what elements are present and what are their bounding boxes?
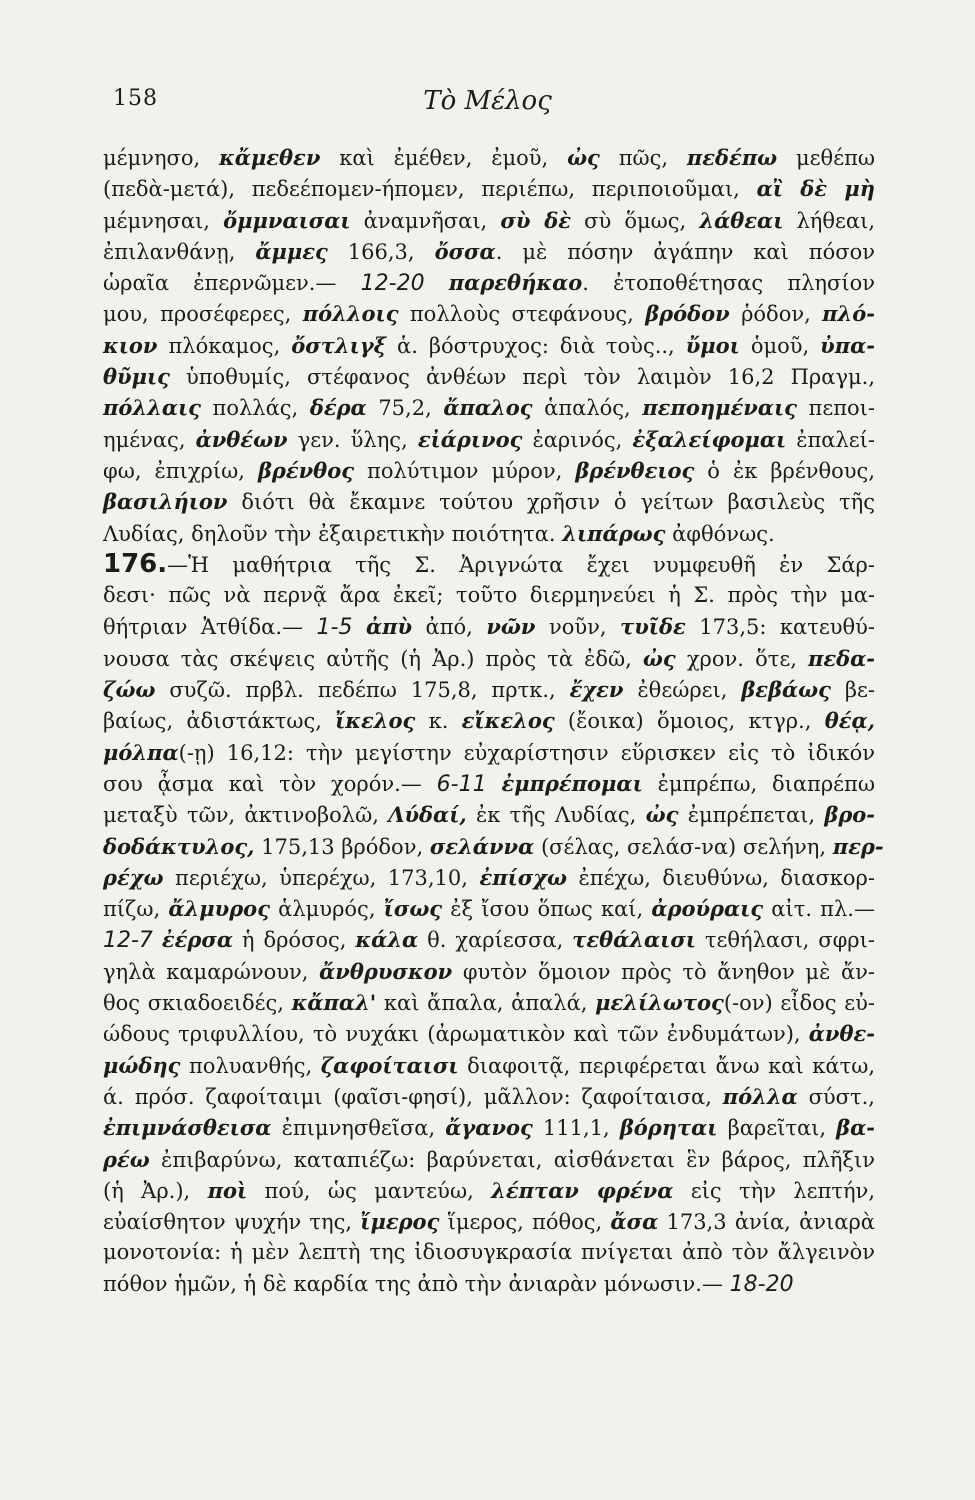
text-line: [103, 549, 875, 580]
commentary-text: [103, 142, 884, 1300]
text-run: (σέλας, σελάσ-να) σελήνη,: [534, 834, 833, 859]
headword: ἄγανος: [445, 1115, 533, 1141]
headword: πόλλοις: [302, 301, 399, 327]
text-run: θ. χαρίεσσα,: [418, 928, 573, 953]
text-line: [103, 1112, 875, 1143]
text-run: βε-: [830, 678, 875, 703]
headword: ἄμμες: [255, 238, 328, 264]
text-line: [103, 455, 875, 486]
headword: νῶν: [486, 614, 536, 640]
text-run: εὐαίσθητον ψυχήν της,: [103, 1210, 361, 1235]
headword: ἄσα: [610, 1209, 659, 1235]
text-run: 75,2,: [366, 396, 444, 421]
headword: ὠς: [642, 645, 676, 671]
text-run: ὁ ἐκ βρένθους,: [694, 458, 875, 483]
headword: βασιλήιον: [103, 489, 228, 515]
text-line: [103, 1050, 875, 1081]
text-line: [103, 486, 875, 517]
headword: δοδάκτυλος,: [103, 833, 255, 859]
headword: λέπταν φρένα: [491, 1177, 674, 1203]
verse-reference: 12-7: [103, 928, 153, 954]
headword: ἔχεν: [569, 677, 624, 703]
headword: κἄμεθεν: [219, 145, 321, 170]
headword: βρόδον: [645, 301, 730, 327]
headword: ἀνθε-: [808, 1021, 875, 1047]
text-run: Λυδίας, δηλοῦν τὴν ἐξαιρετικὴν ποιότητα.: [103, 521, 563, 546]
headword: βρένθος: [257, 457, 354, 483]
headword: ἄπαλος: [443, 395, 533, 421]
text-run: σου ᾆσμα καὶ τὸν χορόν.—: [103, 771, 437, 796]
headword: ἀπὺ: [365, 614, 413, 640]
text-run: συζῶ. πρβλ. πεδέπω 175,8, πρτκ.,: [155, 678, 570, 703]
text-run: πολυανθής,: [180, 1053, 321, 1078]
text-line: [103, 361, 875, 392]
headword: βεβάως: [741, 677, 831, 703]
text-run: ἐαρινός,: [522, 427, 633, 452]
text-run: (πεδὰ-μετά), πεδεέπομεν-ήπομεν, περιέπω, περιποιοῦμαι,: [103, 177, 757, 202]
headword: βα-: [836, 1115, 875, 1141]
text-run: γηλὰ καμαρώνουν,: [103, 959, 320, 984]
headword: δέρα: [309, 395, 367, 421]
headword: μόλπα: [103, 739, 179, 765]
headword: ρέχω: [103, 864, 164, 890]
text-run: χρον. ὅτε,: [675, 646, 808, 671]
text-line: [103, 987, 875, 1018]
text-run: ἐπέχω, διευθύνω, διασκορ-: [567, 865, 876, 890]
headword: ἀρούραις: [651, 896, 764, 922]
headword: λιπάρως: [562, 520, 666, 546]
text-run: 175,13 βρόδον,: [254, 834, 430, 859]
text-line: [103, 392, 875, 423]
headword: ζώω: [103, 677, 156, 703]
text-run: ἀπό,: [412, 615, 487, 640]
verse-reference: 18-20: [729, 1271, 794, 1297]
text-run: ἐμπρέπω, διαπρέπω: [642, 771, 875, 796]
text-run: εἰς τὴν λεπτήν,: [673, 1178, 875, 1203]
headword: κἄπαλ': [291, 990, 377, 1016]
headword: Λύδαί,: [388, 802, 467, 828]
headword: θέᾳ,: [824, 708, 875, 734]
text-run: . μὲ πόσην ἀγάπην καὶ πόσον: [495, 239, 875, 264]
headword: ἄνθρυσκον: [319, 958, 453, 984]
text-line: [103, 424, 875, 455]
text-run: φω, ἐπιχρίω,: [103, 458, 258, 483]
running-title: Τὸ Μέλος: [423, 86, 552, 116]
text-line: [103, 768, 875, 799]
text-line: [103, 1269, 875, 1300]
headword: ὄσσα: [434, 238, 496, 264]
text-run: λήθεαι,: [783, 208, 876, 233]
text-line: [103, 298, 875, 329]
text-run: πολλάς,: [200, 396, 310, 421]
headword: ποὶ: [207, 1177, 248, 1203]
text-run: [425, 271, 449, 295]
headword: ἴκελος: [335, 708, 416, 734]
text-line: [103, 1237, 875, 1268]
headword: πόλλαις: [103, 395, 201, 421]
headword: σὺ δὲ: [500, 207, 571, 233]
text-line: [103, 1206, 875, 1237]
headword: θῦμις: [103, 364, 170, 390]
text-run: ῥόδον,: [729, 302, 823, 327]
text-run: νουσα τὰς σκέψεις αὐτῆς (ἡ Ἀρ.) πρὸς τὰ ἐδῶ,: [103, 646, 643, 671]
text-line: [103, 330, 875, 361]
text-line: [103, 173, 875, 204]
text-line: [103, 643, 875, 674]
headword: ὄστλιγξ: [291, 332, 387, 358]
text-line: [103, 674, 875, 705]
text-run: 166,3,: [327, 239, 435, 264]
text-run: θος σκιαδοειδές,: [103, 991, 292, 1016]
text-run: ἁ. βόστρυχος: διὰ τοὺς..,: [386, 333, 686, 358]
headword: αἲ δὲ μὴ: [756, 176, 876, 202]
text-run: ἐπιμνησθεῖσα,: [271, 1116, 446, 1141]
text-run: . ἐτοποθέτησας πλησίον: [582, 271, 875, 296]
headword: ὔμοι: [685, 332, 740, 358]
headword: βρένθειος: [575, 457, 695, 483]
text-line: [103, 831, 884, 862]
verse-reference: 1-5: [316, 615, 353, 641]
text-run: δεσι· πῶς νὰ περνᾷ ἄρα ἐκεῖ; τοῦτο διερμηνεύει ἡ Σ. πρὸς τὴν μα-: [103, 583, 875, 608]
text-run: 173,3 ἀνία, ἀνιαρὰ: [658, 1210, 875, 1235]
text-run: τεθήλασι, σφρι-: [695, 928, 875, 953]
text-run: πού, ὡς μαντεύω,: [247, 1178, 492, 1203]
headword: εἴκελος: [461, 708, 555, 734]
text-run: καὶ ἐμέθεν, ἐμοῦ,: [320, 146, 568, 170]
text-run: μέμνησαι,: [103, 208, 224, 233]
text-run: ἐθεώρει,: [623, 678, 742, 703]
headword: περ-: [832, 833, 884, 859]
text-run: ὁμοῦ,: [739, 333, 821, 358]
text-run: νοῦν,: [535, 615, 621, 640]
text-run: βαίως, ἀδιστάκτως,: [103, 709, 336, 734]
text-run: ημένας,: [103, 427, 196, 452]
text-run: διότι θὰ ἔκαμνε τούτου χρῆσιν ὁ γείτων βασιλεὺς τῆς: [227, 490, 875, 515]
text-run: ἵμερος, πόθος,: [439, 1210, 611, 1235]
text-line: [103, 924, 875, 955]
headword: πεποημέναις: [642, 395, 797, 421]
text-line: [103, 1081, 875, 1112]
text-run: σὺ ὅμως,: [571, 208, 700, 233]
text-line: [103, 956, 875, 987]
text-run: πλόκαμος,: [157, 333, 292, 358]
headword: ὠς: [645, 802, 679, 828]
headword: ζαφοίταισι: [320, 1052, 459, 1078]
headword: πεδα-: [807, 645, 876, 671]
text-run: ἐπαλεί-: [786, 427, 875, 452]
text-line: [103, 862, 875, 893]
text-run: ἁλμυρός,: [269, 897, 384, 922]
headword: κάλα: [355, 927, 419, 953]
text-run: (ἡ Ἀρ.),: [103, 1178, 208, 1203]
text-run: 111,1,: [532, 1116, 620, 1141]
text-run: [352, 615, 366, 639]
headword: πλό-: [822, 301, 875, 327]
text-run: περιέχω, ὑπερέχω, 173,10,: [163, 865, 480, 890]
text-run: ἡ δρόσος,: [233, 928, 356, 953]
headword: ἄλμυρος: [168, 896, 270, 922]
text-run: πῶς,: [599, 146, 687, 170]
text-run: θήτριαν Ἀτθίδα.—: [103, 615, 317, 640]
text-run: γεν. ὕλης,: [287, 427, 418, 452]
headword: λάθεαι: [699, 207, 784, 233]
headword: βόρηται: [619, 1115, 718, 1141]
text-run: πολλοὺς στεφάνους,: [398, 302, 646, 327]
text-run: (ἔοικα) ὅμοιος, κτγρ.,: [554, 709, 825, 734]
text-run: 173,5: κατευθύ-: [685, 615, 876, 640]
text-run: σύστ.,: [797, 1084, 875, 1109]
headword: ἴμερος: [360, 1209, 440, 1235]
page-header: [0, 86, 975, 126]
text-line: [103, 518, 875, 549]
text-run: κ.: [415, 709, 462, 734]
headword: εἰάρινος: [417, 426, 523, 452]
page-number: 158: [113, 86, 158, 111]
text-run: ὡραῖα ἐπερνῶμεν.—: [103, 271, 361, 296]
text-line: [103, 267, 875, 298]
headword: πόλλα: [722, 1083, 798, 1109]
headword: τυῖδε: [620, 614, 686, 640]
text-run: ώδους τριφυλλίου, τὸ νυχάκι (ἀρωματικὸν καὶ τῶν ἐνδυμάτων),: [103, 1022, 809, 1047]
headword: ὄμμναισαι: [223, 207, 351, 233]
text-line: [103, 236, 875, 267]
text-run: ἐξ ἴσου ὅπως καί,: [442, 897, 652, 922]
text-run: ἀναμνῆσαι,: [350, 208, 501, 233]
text-run: ἐμπρέπεται,: [678, 803, 825, 828]
text-run: ἐπιλανθάνῃ,: [103, 239, 256, 264]
text-line: [103, 1175, 875, 1206]
headword: βρο-: [824, 802, 876, 828]
text-line: [103, 1018, 875, 1049]
text-run: μου, προσέφερες,: [103, 302, 303, 327]
text-run: πολύτιμον μύρον,: [354, 458, 576, 483]
text-run: μεθέπω: [777, 146, 875, 170]
headword: ἐέρσα: [161, 927, 234, 953]
text-line: [103, 205, 875, 236]
text-run: αἰτ. πλ.—: [763, 897, 875, 922]
headword: σελάννα: [429, 833, 535, 859]
text-line: [103, 142, 875, 173]
text-run: ά. πρόσ. ζαφοίταιμι (φαῖσι-φησί), μᾶλλον: ζαφοίταισα,: [103, 1084, 723, 1109]
text-run: καὶ ἄπαλα, ἁπαλά,: [376, 991, 596, 1016]
text-run: φυτὸν ὅμοιον πρὸς τὸ ἄνηθον μὲ ἄν-: [452, 959, 876, 984]
headword: ἀνθέων: [195, 426, 288, 452]
text-run: (-ῃ) 16,12: τὴν μεγίστην εὐχαρίστησιν εὕρισκεν εἰς τὸ ἰδικόν: [178, 740, 875, 765]
text-run: πεποι-: [796, 396, 875, 421]
text-run: βαρεῖται,: [717, 1116, 837, 1141]
headword: ὐπα-: [820, 332, 875, 358]
headword: ἴσως: [383, 896, 443, 922]
text-run: μονοτονία: ἡ μὲν λεπτὴ της ἰδιοσυγκρασία πνίγεται ἀπὸ τὸν ἄλγεινὸν: [103, 1240, 875, 1265]
text-run: (-ον) εἶδος εὐ-: [723, 991, 875, 1016]
text-run: πίζω,: [103, 897, 169, 922]
headword: μελίλωτος: [595, 990, 724, 1016]
text-run: ἐκ τῆς Λυδίας,: [466, 803, 646, 828]
headword: ρέω: [103, 1146, 150, 1172]
text-run: διαφοιτᾷ, περιφέρεται ἄνω καὶ κάτω,: [458, 1053, 875, 1078]
headword: μώδης: [103, 1052, 181, 1078]
section-number: 176.: [103, 548, 168, 579]
text-run: [487, 772, 502, 796]
text-line: [103, 737, 875, 768]
text-run: μέμνησο,: [103, 146, 220, 170]
text-run: —Ἡ μαθήτρια τῆς Σ. Ἀριγνώτα ἔχει νυμφευθῆ ἐν Σάρ-: [167, 552, 875, 577]
headword: ἐξαλείφομαι: [632, 426, 787, 452]
text-run: μεταξὺ τῶν, ἀκτινοβολῶ,: [103, 803, 389, 828]
verse-reference: 12-20: [360, 271, 425, 297]
text-run: [153, 928, 162, 952]
text-line: [103, 799, 875, 830]
headword: ἐπίσχω: [479, 864, 568, 890]
headword: ἐμπρέπομαι: [501, 770, 643, 796]
headword: κιον: [103, 332, 158, 358]
headword: ἐπιμνάσθεισα: [103, 1115, 272, 1141]
verse-reference: 6-11: [436, 771, 487, 797]
text-run: ἁπαλός,: [532, 396, 643, 421]
text-line: [103, 893, 875, 924]
headword: τεθάλαισι: [572, 927, 696, 953]
text-line: [103, 705, 875, 736]
text-line: [103, 1144, 875, 1175]
headword: πεδέπω: [686, 145, 778, 170]
text-run: ὑποθυμίς, στέφανος ἀνθέων περὶ τὸν λαιμὸν 16,2 Πραγμ.,: [169, 365, 875, 390]
text-run: πόθον ἡμῶν, ἡ δὲ καρδία της ἀπὸ τὴν ἀνιαρὰν μόνωσιν.—: [103, 1271, 730, 1296]
headword: παρεθήκαο: [448, 270, 583, 296]
text-line: [103, 580, 875, 611]
headword: ὠς: [567, 145, 600, 170]
text-run: ἐπιβαρύνω, καταπιέζω: βαρύνεται, αἰσθάνεται ἓν βάρος, πλῆξιν: [149, 1147, 875, 1172]
text-run: ἀφθόνως.: [665, 521, 775, 546]
text-line: [103, 611, 875, 642]
